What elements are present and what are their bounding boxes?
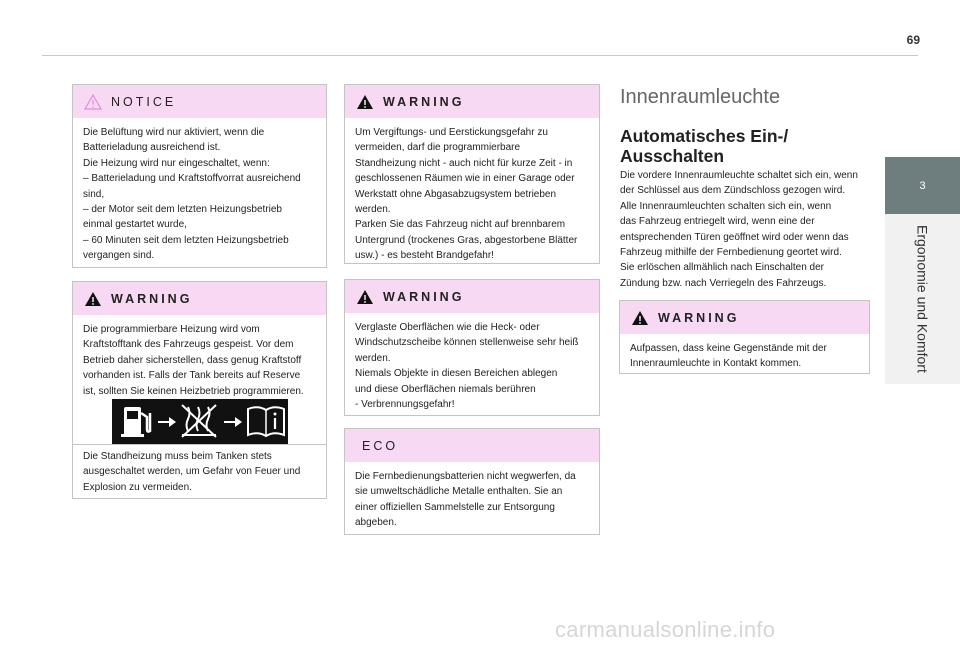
text-line: ausgeschaltet werden, um Gefahr von Feuer und xyxy=(83,466,301,478)
text-line: Verglaste Oberflächen wie die Heck- oder xyxy=(355,322,540,333)
text-line: Batterieladung ausreichend ist. xyxy=(83,142,221,154)
text-line: abgeben. xyxy=(355,517,397,529)
notice-header xyxy=(73,85,326,118)
text-line: Die Heizung wird nur eingeschaltet, wenn: xyxy=(83,157,270,169)
subsection-title-line1: Automatisches Ein-/ xyxy=(620,126,789,146)
chapter-tab[interactable]: 3 xyxy=(885,157,960,214)
fuel-warning-header xyxy=(73,282,326,315)
text-line: werden. xyxy=(355,352,391,364)
notice-triangle-icon xyxy=(84,94,102,110)
text-line: Fahrzeug mithilfe der Fernbedienung geortet wird. xyxy=(620,247,842,259)
text-line: vorhanden ist. Falls der Tank bereits auf Reserve xyxy=(83,370,301,382)
text-line: Die vordere Innenraumleuchte schaltet sich ein, wenn xyxy=(620,170,858,181)
text-line: Um Vergiftungs- und Eerstickungsgefahr zu xyxy=(355,127,548,138)
notice-box xyxy=(72,84,327,268)
text-line: – Batterieladung und Kraftstoffvorrat ausreichend xyxy=(83,173,301,185)
text-line: sie umweltschädliche Metalle enthalten. Sie an xyxy=(355,486,563,498)
top-rule xyxy=(42,55,918,56)
warning-triangle-icon xyxy=(356,94,374,110)
text-line: geschlossenen Räumen wie in einer Garage oder xyxy=(355,173,575,185)
text-line: Zündung bzw. nach Verriegeln des Fahrzeugs. xyxy=(620,277,827,289)
page-number: 69 xyxy=(906,33,920,47)
text-line: und diese Oberflächen niemals berühren xyxy=(355,383,536,395)
text-line: einmal gestartet wurde, xyxy=(83,219,187,231)
arrow-icon xyxy=(224,417,242,427)
text-line: Die Belüftung wird nur aktiviert, wenn die xyxy=(83,127,265,138)
glass-warning-title: WARNING xyxy=(383,289,465,304)
arrow-icon xyxy=(158,417,176,427)
interior-light-text xyxy=(620,168,880,291)
light-warning-title: WARNING xyxy=(658,310,740,325)
glass-warning-box xyxy=(344,279,600,416)
poison-warning-title: WARNING xyxy=(383,94,465,109)
text-line: vermeiden, darf die programmierbare xyxy=(355,142,521,154)
warning-triangle-icon xyxy=(356,289,374,305)
text-line: werden. xyxy=(355,204,391,216)
manual-book-icon xyxy=(248,407,284,436)
fuel-warning-body xyxy=(73,315,326,405)
subsection-title-line2: Ausschalten xyxy=(620,146,725,166)
text-line: Alle Innenraumleuchten schalten sich ein, wenn xyxy=(620,200,832,212)
notice-title: NOTICE xyxy=(111,94,177,109)
text-line: Die Fernbedienungsbatterien nicht wegwerfen, da xyxy=(355,471,576,482)
text-line: – 60 Minuten seit dem letzten Heizungsbetrieb xyxy=(83,234,289,246)
text-line: sind, xyxy=(83,188,105,200)
eco-title: ECO xyxy=(362,438,399,453)
warning-triangle-icon xyxy=(84,291,102,307)
heating-off-icon xyxy=(182,405,216,437)
eco-body xyxy=(345,462,599,537)
poison-warning-body xyxy=(345,118,599,270)
light-warning-body xyxy=(620,334,869,378)
poison-warning-header xyxy=(345,85,599,118)
fuel-warning-title: WARNING xyxy=(111,291,193,306)
chapter-title: Ergonomie und Komfort xyxy=(914,225,931,373)
text-line: einer offiziellen Sammelstelle zur Entsorgung xyxy=(355,501,555,513)
eco-header xyxy=(345,429,599,462)
chapter-title-wrap xyxy=(885,214,960,384)
light-warning-box xyxy=(619,300,870,374)
text-line: Untergrund (trockenes Gras, abgestorbene Blätter xyxy=(355,234,578,246)
text-line: entsprechenden Türen geöffnet wird oder wenn das xyxy=(620,231,849,243)
refuel-heating-graphic xyxy=(112,399,288,445)
glass-warning-header xyxy=(345,280,599,313)
text-line: Die Standheizung muss beim Tanken stets xyxy=(83,451,272,462)
eco-box xyxy=(344,428,600,535)
text-line: Aufpassen, dass keine Gegenstände mit der xyxy=(630,343,827,354)
poison-warning-box xyxy=(344,84,600,264)
text-line: vergangen sind. xyxy=(83,250,155,262)
notice-body xyxy=(73,118,326,270)
text-line: Explosion zu vermeiden. xyxy=(83,481,192,493)
warning-triangle-icon xyxy=(631,310,649,326)
glass-warning-body xyxy=(345,313,599,418)
text-line: Werkstatt ohne Abgasabzugsystem betrieben xyxy=(355,188,557,200)
text-line: Standheizung nicht - auch nicht für kurze Zeit - in xyxy=(355,157,573,169)
text-line: Kraftstofftank des Fahrzeugs gespeist. Vor dem xyxy=(83,339,294,351)
text-line: – der Motor seit dem letzten Heizungsbetrieb xyxy=(83,204,282,216)
text-line: Sie erlöschen allmählich nach Einschalten der xyxy=(620,262,825,274)
section-title: Innenraumleuchte xyxy=(620,86,781,108)
text-line: das Fahrzeug entriegelt wird, wenn eine der xyxy=(620,216,815,228)
text-line: Betrieb daher sicherstellen, dass genug Kraftstoff xyxy=(83,354,302,366)
fuel-warning-box xyxy=(72,281,327,499)
watermark: carmanualsonline.info xyxy=(555,617,776,642)
text-line: Windschutzscheibe können stellenweise sehr heiß xyxy=(355,337,579,349)
text-line: Parken Sie das Fahrzeug nicht auf brennbarem xyxy=(355,219,566,231)
text-line: Innenraumleuchte in Kontakt kommen. xyxy=(630,358,802,370)
text-line: ist, sollten Sie keinen Heizbetrieb programmieren. xyxy=(83,385,304,397)
text-line: Niemals Objekte in diesen Bereichen ablegen xyxy=(355,368,558,380)
fuel-warning-divider xyxy=(72,444,326,445)
text-line: usw.) - es besteht Brandgefahr! xyxy=(355,250,494,262)
light-warning-header xyxy=(620,301,869,334)
text-line: - Verbrennungsgefahr! xyxy=(355,399,455,411)
text-line: der Schlüssel aus dem Zündschloss gezogen wird. xyxy=(620,185,846,197)
text-line: Die programmierbare Heizung wird vom xyxy=(83,324,260,335)
fuel-warning-after xyxy=(73,449,310,501)
fuel-pump-icon xyxy=(121,407,150,437)
